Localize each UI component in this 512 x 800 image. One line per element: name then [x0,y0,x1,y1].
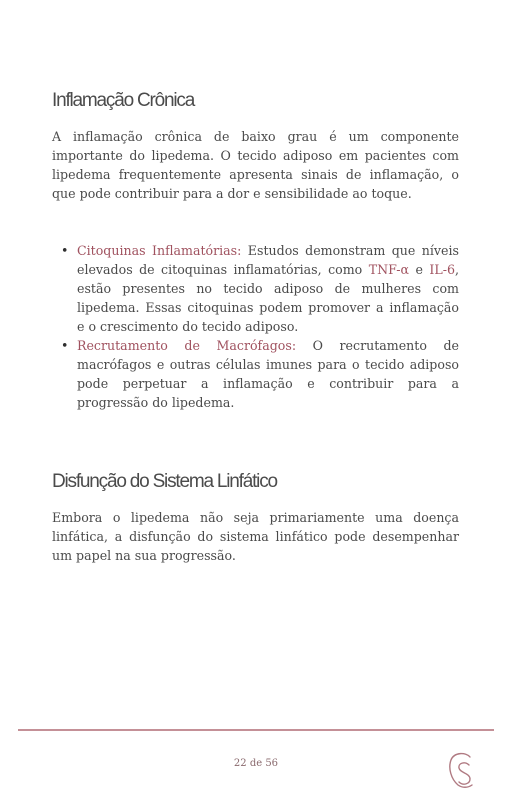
paragraph-inflamacao: A inflamação crônica de baixo grau é um componente importante do lipedema. O tecido adiposo em pacientes com lipedema frequentemente apresenta sinais de inflamação, o que pode contribuir para a dor e sensibilidade ao toque. [52,129,459,201]
text-macrofagos: O recrutamento de macrófagos e outras células imunes para o tecido adiposo pode perpetuar a inflamação e contribuir para a progressão do lipedema. [77,338,459,410]
bullet-icon: • [61,338,69,353]
text-citoquinas-c: , estão presentes no tecido adiposo de mulheres com lipedema. Essas citoquinas podem promover a inflamação e o crescimento do tecido adiposo. [77,262,459,334]
term-citoquinas: Citoquinas Inflamatórias: [77,243,242,258]
bullet-icon: • [61,243,69,258]
section-heading-inflamacao: Inflamação Crônica [52,90,195,111]
term-macrofagos: Recrutamento de Macrófagos: [77,338,297,353]
paragraph-disfuncao: Embora o lipedema não seja primariamente uma doença linfática, a disfunção do sistema linfático pode desempenhar um papel na sua progressão. [52,510,459,563]
section-heading-disfuncao: Disfunção do Sistema Linfático [52,471,277,492]
bullet-list [52,241,459,412]
list-item-macrofagos [52,336,459,412]
text-citoquinas-b: e [409,262,430,277]
term-il6: IL-6 [429,262,455,277]
page-number: 22 de 56 [233,758,279,769]
list-item-citoquinas [52,241,459,336]
footer-divider [18,729,494,731]
term-tnf: TNF-α [368,262,410,277]
cs-monogram-icon [446,751,478,789]
text-citoquinas-a: Estudos demonstram que níveis elevados de citoquinas inflamatórias, como [77,243,459,277]
